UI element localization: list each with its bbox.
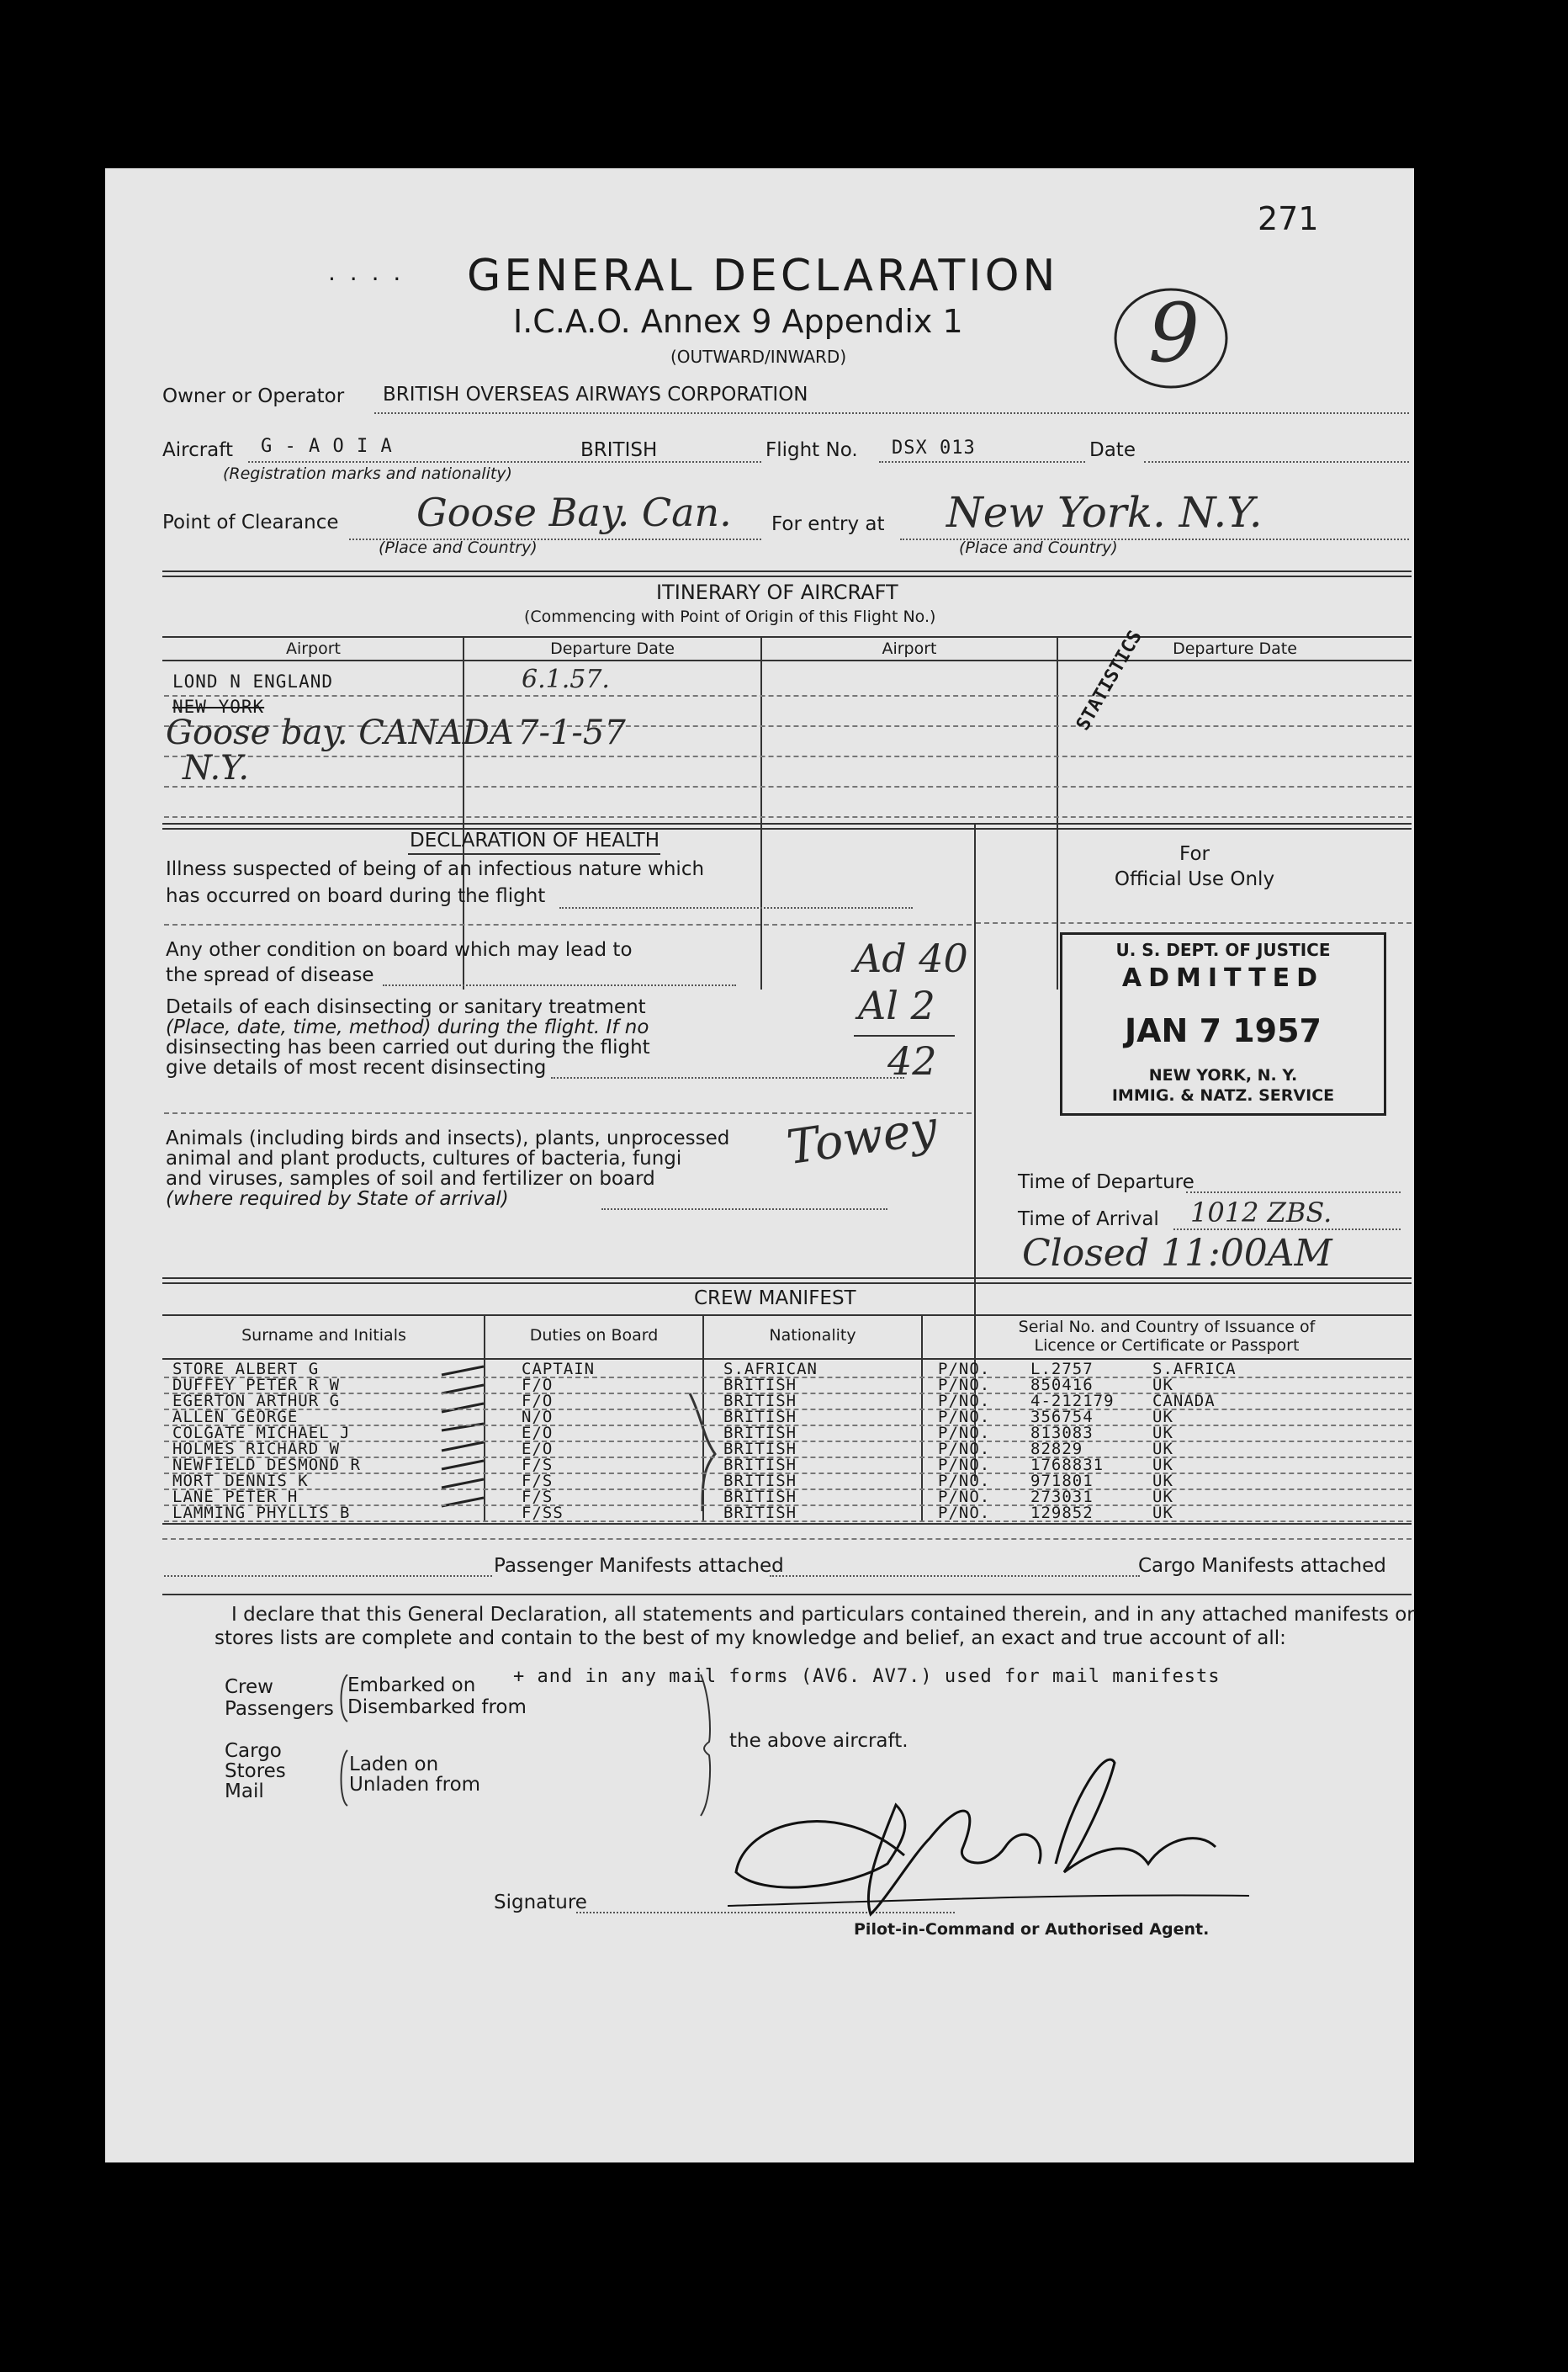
declaration-crew: Crew [225,1676,273,1698]
owner-label: Owner or Operator [162,385,345,407]
crew-country: UK [1152,1424,1173,1442]
health-q2a: Any other condition on board which may lead to [166,939,633,961]
crew-serial-prefix: P/NO. [938,1360,991,1378]
health-note-3: 42 [887,1038,937,1084]
declaration-braces [332,1674,358,1809]
health-top-rule [162,823,1412,825]
health-note-underline [854,1035,955,1037]
crew-duty: N/O [522,1408,554,1426]
health-q1-line [559,907,913,909]
crew-serial-prefix: P/NO. [938,1472,991,1490]
itinerary-row-1-date: 6.1.57. [522,665,610,694]
itinerary-title: ITINERARY OF AIRCRAFT [656,581,898,604]
declaration-typed-addition: + and in any mail forms (AV6. AV7.) used for mail manifests [513,1666,1221,1687]
crew-serial-prefix: P/NO. [938,1392,991,1410]
official-for: For [1179,843,1210,865]
itinerary-divider-3 [1057,638,1058,990]
crew-serial: 1768831 [1030,1456,1104,1474]
cargo-line [770,1575,1140,1577]
declaration-line-2: stores lists are complete and contain to the best of my knowledge and belief, an exact and true account of all: [215,1627,1286,1649]
form-subtitle: I.C.A.O. Annex 9 Appendix 1 [513,303,963,340]
manifest-rule [162,1538,1412,1540]
health-signature: Towey [783,1100,941,1176]
itinerary-row-line-3 [164,756,1412,757]
crew-title: CREW MANIFEST [694,1287,856,1309]
aircraft-nationality: BRITISH [580,439,658,461]
aircraft-label: Aircraft [162,439,233,461]
health-q3a: Details of each disinsecting or sanitary treatment [166,996,646,1018]
crew-country: UK [1152,1456,1173,1474]
crew-duty: F/O [522,1392,554,1410]
admitted-stamp [1060,932,1386,1116]
crew-nationality: BRITISH [723,1472,797,1490]
aircraft-registration: G - A O I A [261,436,393,457]
itinerary-col-departure-1: Departure Date [550,639,675,658]
health-q1a: Illness suspected of being of an infectious nature which [166,858,705,880]
crew-serial-prefix: P/NO. [938,1440,991,1458]
form-direction: (OUTWARD/INWARD) [670,347,847,367]
crew-col-name: Surname and Initials [241,1326,406,1345]
crew-bottom-rule [162,1523,1412,1525]
crew-name: STORE ALBERT G [172,1360,320,1378]
crew-top-rule [162,1277,1412,1279]
time-departure-line [1186,1191,1401,1193]
declaration-mail: Mail [225,1780,264,1802]
entry-value: New York. N.Y. [946,488,1263,537]
crew-serial: 971801 [1030,1472,1094,1490]
declaration-line-1: I declare that this General Declaration, all statements and particulars contained therein, and in any attached manifests or [231,1604,1415,1626]
health-q4a: Animals (including birds and insects), plants, unprocessed [166,1128,730,1149]
crew-top-rule-2 [162,1282,1412,1284]
declaration-embarked: Embarked on [347,1674,476,1696]
official-rule [976,922,1412,924]
crew-name: DUFFEY PETER R W [172,1376,341,1394]
crew-header-rule [162,1314,1412,1316]
crew-serial: 356754 [1030,1408,1094,1426]
health-note-2: Al 2 [858,983,935,1028]
crew-serial-prefix: P/NO. [938,1424,991,1442]
crew-country: UK [1152,1488,1173,1506]
crew-brace-marks [425,1360,770,1528]
stamp-line-1: U. S. DEPT. OF JUSTICE [1115,940,1331,960]
time-arrival-value: 1012 ZBS. [1190,1197,1332,1228]
crew-serial: 850416 [1030,1376,1094,1394]
declaration-cargo: Cargo [225,1740,282,1762]
health-title: DECLARATION OF HEALTH [410,830,660,852]
crew-col-serial-b: Licence or Certificate or Passport [1034,1336,1300,1355]
crew-serial: L.2757 [1030,1360,1094,1378]
health-q2-line [383,984,736,986]
crew-duty: E/O [522,1424,554,1442]
official-use-only: Official Use Only [1114,868,1275,890]
aircraft-hint: (Registration marks and nationality) [223,464,512,483]
health-rule-1 [164,924,972,926]
crew-col-duties: Duties on Board [529,1326,659,1345]
itinerary-subtitle: (Commencing with Point of Origin of this Flight No.) [524,608,936,626]
crew-duty: F/S [522,1472,554,1490]
flight-number: DSX 013 [892,438,976,459]
itinerary-row-line-4 [164,786,1412,788]
itinerary-divider-1 [463,638,464,990]
crew-serial-prefix: P/NO. [938,1456,991,1474]
health-title-underline [408,853,660,855]
health-q4-line [601,1208,887,1210]
declaration-unladen: Unladen from [349,1774,481,1796]
crew-country: UK [1152,1408,1173,1426]
itinerary-row-2-airport: NEW YORK [172,697,265,717]
passenger-manifests: Passenger Manifests attached [494,1555,784,1577]
pilot-signature [711,1746,1258,1940]
crew-serial: 273031 [1030,1488,1094,1506]
declaration-form [105,168,1414,2162]
crew-duty: F/S [522,1456,554,1474]
crew-divider-3 [921,1316,923,1521]
itinerary-header-rule [162,636,1412,638]
crew-name: EGERTON ARTHUR G [172,1392,341,1410]
stamp-line-2: ADMITTED [1121,963,1325,993]
crew-nationality: S.AFRICAN [723,1360,818,1378]
crew-name: HOLMES RICHARD W [172,1440,341,1458]
declaration-stores: Stores [225,1760,286,1782]
stamp-line-3: JAN 7 1957 [1124,1012,1322,1049]
crew-country: UK [1152,1440,1173,1458]
health-note-1: Ad 40 [854,936,968,981]
itinerary-row-3-date: 7-1-57 [517,714,626,752]
crew-nationality: BRITISH [723,1504,797,1522]
time-arrival-line [1173,1228,1401,1230]
crew-duty: F/O [522,1376,554,1394]
itinerary-col-rule [162,660,1412,661]
itinerary-divider-2 [760,638,762,990]
crew-name: COLGATE MICHAEL J [172,1424,351,1442]
crew-duty: F/SS [522,1504,564,1522]
time-arrival-label: Time of Arrival [1018,1208,1159,1230]
crew-country: UK [1152,1472,1173,1490]
crew-serial: 82829 [1030,1440,1083,1458]
flight-number-label: Flight No. [765,439,858,461]
passenger-line [164,1575,492,1577]
signature-label: Signature [494,1892,587,1913]
statistics-stamp: STATISTICS [1073,627,1147,735]
circled-number: 9 [1148,286,1200,380]
health-q4d: (where required by State of arrival) [166,1188,509,1210]
closed-note: Closed 11:00AM [1022,1232,1332,1275]
crew-country: UK [1152,1504,1173,1522]
stamp-line-5: IMMIG. & NATZ. SERVICE [1111,1086,1335,1105]
entry-label: For entry at [771,513,885,535]
crew-name: LANE PETER H [172,1488,299,1506]
crew-nationality: BRITISH [723,1392,797,1410]
crew-country: UK [1152,1376,1173,1394]
crew-name: NEWFIELD DESMOND R [172,1456,361,1474]
pilot-label: Pilot-in-Command or Authorised Agent. [854,1920,1210,1939]
itinerary-top-rule-2 [162,576,1412,577]
itinerary-col-airport-2: Airport [882,639,937,658]
crew-name: ALLEN GEORGE [172,1408,299,1426]
crew-serial-prefix: P/NO. [938,1488,991,1506]
crew-duty: E/O [522,1440,554,1458]
crew-country: CANADA [1152,1392,1216,1410]
entry-hint: (Place and Country) [959,539,1118,557]
declaration-disembarked: Disembarked from [347,1696,527,1718]
crew-col-nationality: Nationality [769,1326,856,1345]
crew-serial: 4-212179 [1030,1392,1115,1410]
crew-serial-prefix: P/NO. [938,1504,991,1522]
crew-nationality: BRITISH [723,1456,797,1474]
crew-nationality: BRITISH [723,1440,797,1458]
health-q3-line [551,1077,904,1079]
declaration-rule [162,1594,1412,1595]
form-title: GENERAL DECLARATION [467,251,1059,301]
health-top-rule-2 [162,828,1412,830]
header-dots: · · · · [328,265,405,293]
clearance-hint: (Place and Country) [379,539,538,557]
itinerary-col-airport-1: Airport [285,639,342,658]
declaration-above-aircraft: the above aircraft. [729,1730,908,1752]
health-q1b: has occurred on board during the flight [166,885,546,907]
health-q3b: (Place, date, time, method) during the flight. If no [166,1016,649,1038]
clearance-value: Goose Bay. Can. [416,490,732,535]
cargo-manifests: Cargo Manifests attached [1138,1555,1386,1577]
itinerary-row-1-airport: LOND N ENGLAND [172,671,334,692]
declaration-passengers: Passengers [225,1698,334,1720]
crew-serial: 129852 [1030,1504,1094,1522]
crew-serial: 813083 [1030,1424,1094,1442]
crew-serial-prefix: P/NO. [938,1408,991,1426]
owner-value: BRITISH OVERSEAS AIRWAYS CORPORATION [383,384,808,406]
owner-line [374,412,1409,414]
crew-serial-prefix: P/NO. [938,1376,991,1394]
crew-nationality: BRITISH [723,1488,797,1506]
crew-country: S.AFRICA [1152,1360,1237,1378]
time-departure-label: Time of Departure [1018,1171,1195,1193]
health-q4b: animal and plant products, cultures of bacteria, fungi [166,1148,682,1170]
health-q3c: disinsecting has been carried out during the flight [166,1037,650,1059]
crew-duty: CAPTAIN [522,1360,596,1378]
crew-row-line [164,1520,1412,1522]
health-q2b: the spread of disease [166,964,374,986]
itinerary-col-departure-2: Departure Date [1173,639,1297,658]
page-number: 271 [1258,200,1319,237]
crew-duty: F/S [522,1488,554,1506]
health-q4c: and viruses, samples of soil and fertilizer on board [166,1168,655,1190]
itinerary-row-3-airport: Goose bay. CANADA [166,714,514,752]
health-q3d: give details of most recent disinsecting [166,1057,547,1079]
crew-nationality: BRITISH [723,1408,797,1426]
date-line [1144,461,1409,463]
crew-nationality: BRITISH [723,1424,797,1442]
aircraft-line [248,461,761,463]
flight-line [879,461,1085,463]
itinerary-top-rule [162,570,1412,572]
itinerary-row-line-1 [164,695,1412,697]
stamp-line-4: NEW YORK, N. Y. [1148,1066,1298,1085]
crew-col-serial-a: Serial No. and Country of Issuance of [1018,1318,1316,1336]
date-label: Date [1089,439,1136,461]
crew-name: LAMMING PHYLLIS B [172,1504,351,1522]
clearance-label: Point of Clearance [162,512,339,533]
crew-name: MORT DENNIS K [172,1472,309,1490]
itinerary-row-4-airport: N.Y. [183,749,250,788]
declaration-laden: Laden on [349,1754,439,1775]
itinerary-row-line-5 [164,816,1412,818]
crew-nationality: BRITISH [723,1376,797,1394]
